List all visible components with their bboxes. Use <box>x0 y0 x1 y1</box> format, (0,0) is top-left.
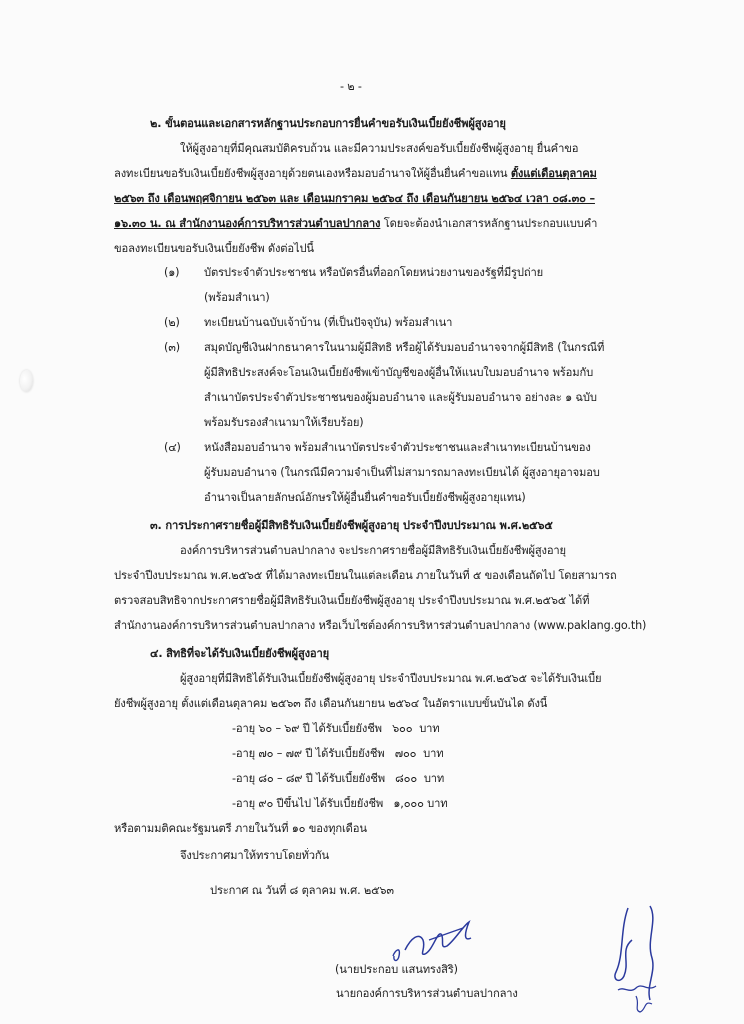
signer-name: (นายประกอบ แสนทรงสิริ) <box>335 963 458 976</box>
section2-para-line: ให้ผู้สูงอายุที่มีคุณสมบัติครบถ้วน และมีความประสงค์ขอรับเบี้ยยังชีพผู้สูงอายุ ยื่นคำขอ <box>180 142 579 155</box>
rate-row: -อายุ ๘๐ – ๘๙ ปี ได้รับเบี้ยยังชีพ ๘๐๐ บาท <box>232 772 445 785</box>
section4-footer: หรือตามมติคณะรัฐมนตรี ภายในวันที่ ๑๐ ของทุกเดือน <box>114 822 367 835</box>
section3-line: องค์การบริหารส่วนตำบลปากลาง จะประกาศรายชื่อผู้มีสิทธิรับเงินเบี้ยยังชีพผู้สูงอายุ <box>180 544 566 557</box>
section3-line: ตรวจสอบสิทธิจากประกาศรายชื่อผู้มีสิทธิรับเงินเบี้ยยังชีพผู้สูงอายุ ประจำปีงบประมาณ พ.ศ.๒๕๖๕ ได้ที่ <box>114 594 590 607</box>
rate-row: -อายุ ๖๐ – ๖๙ ปี ได้รับเบี้ยยังชีพ ๖๐๐ บาท <box>232 722 440 735</box>
rate-row: -อายุ ๗๐ – ๗๙ ปี ได้รับเบี้ยยังชีพ ๗๐๐ บาท <box>232 747 444 760</box>
section2-para-line: ขอลงทะเบียนขอรับเงินเบี้ยยังชีพ ดังต่อไปนี้ <box>114 242 314 255</box>
announce-date: ประกาศ ณ วันที่ ๘ ตุลาคม พ.ศ. ๒๕๖๓ <box>210 884 394 897</box>
document-item-4-line: อำนาจเป็นลายลักษณ์อักษรให้ผู้อื่นยื่นคำขอรับเบี้ยยังชีพผู้สูงอายุแทน) <box>204 491 526 504</box>
document-item-4: (๔) หนังสือมอบอำนาจ พร้อมสำเนาบัตรประจำตัวประชาชนและสำเนาทะเบียนบ้านของ <box>164 441 591 454</box>
page-number: - ๒ - <box>340 80 362 93</box>
document-item-3-line: สำเนาบัตรประจำตัวประชาชนของผู้มอบอำนาจ และผู้รับมอบอำนาจ อย่างละ ๑ ฉบับ <box>204 391 597 404</box>
signer-title: นายกองค์การบริหารส่วนตำบลปากลาง <box>336 987 518 1000</box>
registration-period-start: ตั้งแต่เดือนตุลาคม <box>510 167 597 180</box>
document-item-1: (๑) บัตรประจำตัวประชาชน หรือบัตรอื่นที่ออกโดยหน่วยงานของรัฐที่มีรูปถ่าย <box>164 266 544 279</box>
document-item-2: (๒) ทะเบียนบ้านฉบับเจ้าบ้าน (ที่เป็นปัจจุบัน) พร้อมสำเนา <box>164 316 453 329</box>
section2-heading: ๒. ขั้นตอนและเอกสารหลักฐานประกอบการยื่นคำขอรับเงินเบี้ยยังชีพผู้สูงอายุ <box>150 117 506 130</box>
section3-heading: ๓. การประกาศรายชื่อผู้มีสิทธิรับเงินเบี้ยยังชีพผู้สูงอายุ ประจำปีงบประมาณ พ.ศ.๒๕๖๕ <box>150 519 553 532</box>
section3-line: ประจำปีงบประมาณ พ.ศ.๒๕๖๕ ที่ได้มาลงทะเบียนในแต่ละเดือน ภายในวันที่ ๕ ของเดือนถัดไป โดยสามารถ <box>114 569 617 582</box>
section4-heading: ๔. สิทธิที่จะได้รับเงินเบี้ยยังชีพผู้สูงอายุ <box>150 647 330 660</box>
section2-para-line: ลงทะเบียนขอรับเงินเบี้ยยังชีพผู้สูงอายุด้วยตนเองหรือมอบอำนาจให้ผู้อื่นยื่นคำขอแทน ตั้งแต่เดือนตุลาคม <box>114 167 597 180</box>
section2-para-line: ๑๖.๓๐ น. ณ สำนักงานองค์การบริหารส่วนตำบลปากลาง โดยจะต้องนำเอกสารหลักฐานประกอบแบบคำ <box>114 217 598 230</box>
closing-line: จึงประกาศมาให้ทราบโดยทั่วกัน <box>180 849 330 862</box>
website-line: สำนักงานองค์การบริหารส่วนตำบลปากลาง หรือเว็บไซต์องค์การบริหารส่วนตำบลปากลาง (www.paklang.go.th) <box>114 619 647 632</box>
document-item-3-line: ผู้มีสิทธิประสงค์จะโอนเงินเบี้ยยังชีพเข้าบัญชีของผู้อื่นให้แนบใบมอบอำนาจ พร้อมกับ <box>204 366 594 379</box>
document-item-3: (๓) สมุดบัญชีเงินฝากธนาคารในนามผู้มีสิทธิ หรือผู้ได้รับมอบอำนาจจากผู้มีสิทธิ (ในกรณีที่ <box>164 341 605 354</box>
rate-row: -อายุ ๙๐ ปีขึ้นไป ได้รับเบี้ยยังชีพ ๑,๐๐๐ บาท <box>232 797 448 810</box>
registration-time-place: ๑๖.๓๐ น. ณ สำนักงานองค์การบริหารส่วนตำบลปากลาง <box>114 217 381 230</box>
document-item-1-line: (พร้อมสำเนา) <box>204 291 270 304</box>
signature-mark <box>385 910 495 970</box>
section4-line: ผู้สูงอายุที่มีสิทธิได้รับเงินเบี้ยยังชีพผู้สูงอายุ ประจำปีงบประมาณ พ.ศ.๒๕๖๕ จะได้รับเงินเบี้ย <box>180 672 602 685</box>
punch-hole <box>20 370 33 392</box>
document-item-4-line: ผู้รับมอบอำนาจ (ในกรณีมีความจำเป็นที่ไม่สามารถมาลงทะเบียนได้ ผู้สูงอายุอาจมอบ <box>204 466 600 479</box>
registration-period: ๒๕๖๓ ถึง เดือนพฤศจิกายน ๒๕๖๓ และ เดือนมกราคม ๒๕๖๔ ถึง เดือนกันยายน ๒๕๖๔ เวลา ๐๘.๓๐ – <box>114 192 595 205</box>
initials-mark <box>606 900 676 1020</box>
section4-line: ยังชีพผู้สูงอายุ ตั้งแต่เดือนตุลาคม ๒๕๖๓ ถึง เดือนกันยายน ๒๕๖๔ ในอัตราแบบขั้นบันได ดังนี้ <box>114 697 548 710</box>
document-item-3-line: พร้อมรับรองสำเนามาให้เรียบร้อย) <box>204 416 364 429</box>
